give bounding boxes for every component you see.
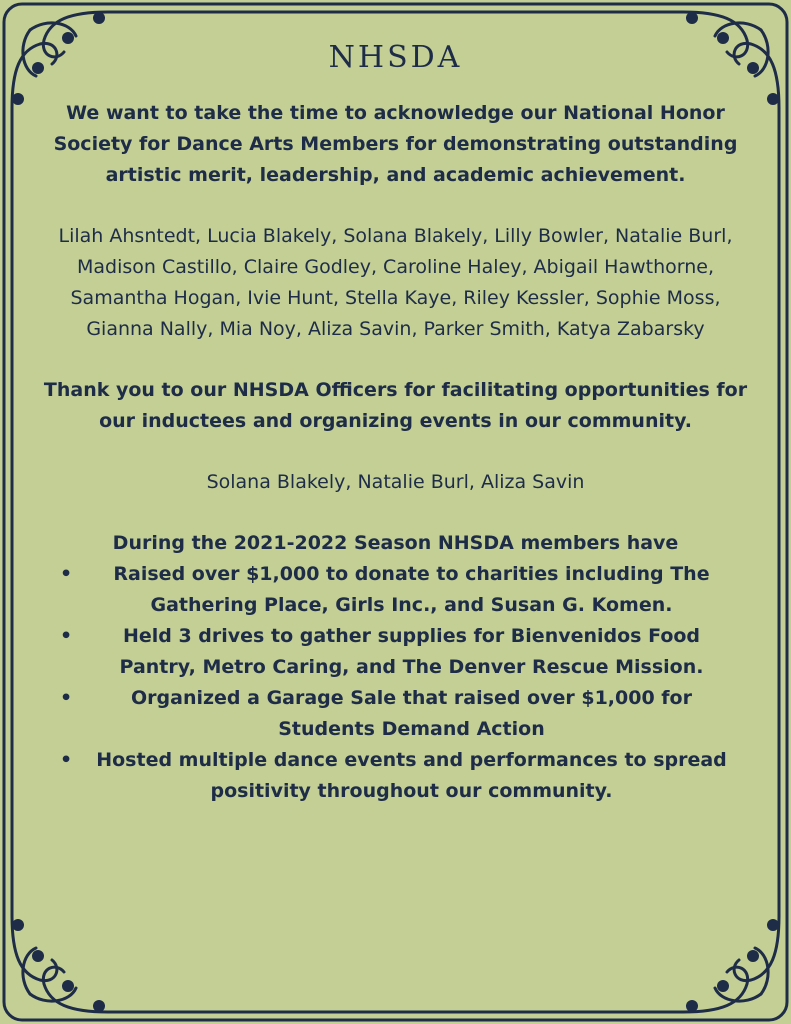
bullet-icon: •: [60, 625, 73, 647]
season-heading: During the 2021-2022 Season NHSDA members have: [112, 532, 679, 554]
accomplishments-list: [40, 559, 751, 807]
officers-thanks-paragraph: Thank you to our NHSDA Officers for facilitating opportunities for our inductees and organizing events in our community.: [43, 379, 748, 432]
bullet-icon: •: [60, 749, 73, 771]
list-item: [40, 559, 751, 621]
bullet-icon: •: [60, 687, 73, 709]
list-item-text: Held 3 drives to gather supplies for Bienvenidos Food Pantry, Metro Caring, and The Denver Rescue Mission.: [119, 625, 704, 678]
corner-flourish-bottom-left: [12, 916, 108, 1012]
corner-flourish-bottom-right: [683, 916, 779, 1012]
list-item: [40, 745, 751, 807]
list-item-text: Organized a Garage Sale that raised over $1,000 for Students Demand Action: [131, 687, 692, 740]
list-item: [40, 621, 751, 683]
list-item-text: Hosted multiple dance events and performances to spread positivity throughout our community.: [96, 749, 727, 802]
officer-list: Solana Blakely, Natalie Burl, Aliza Savin: [206, 471, 585, 493]
list-item: [40, 683, 751, 745]
list-item-text: Raised over $1,000 to donate to charities including The Gathering Place, Girls Inc., and Susan G. Komen.: [113, 563, 710, 616]
flyer-content: [40, 30, 751, 807]
bullet-icon: •: [60, 563, 73, 585]
page-title: NHSDA: [328, 40, 463, 75]
member-list: Lilah Ahsntedt, Lucia Blakely, Solana Blakely, Lilly Bowler, Natalie Burl, Madison Castillo, Claire Godley, Caroline Haley, Abigail Hawthorne, Samantha Hogan, Ivie Hunt, Stella Kaye, Riley Kessler, Sophie Moss, Gianna Nally, Mia Noy, Aliza Savin, Parker Smith, Katya Zabarsky: [58, 225, 733, 340]
intro-paragraph: We want to take the time to acknowledge our National Honor Society for Dance Arts Members for demonstrating outstanding artistic merit, leadership, and academic achievement.: [53, 102, 738, 186]
